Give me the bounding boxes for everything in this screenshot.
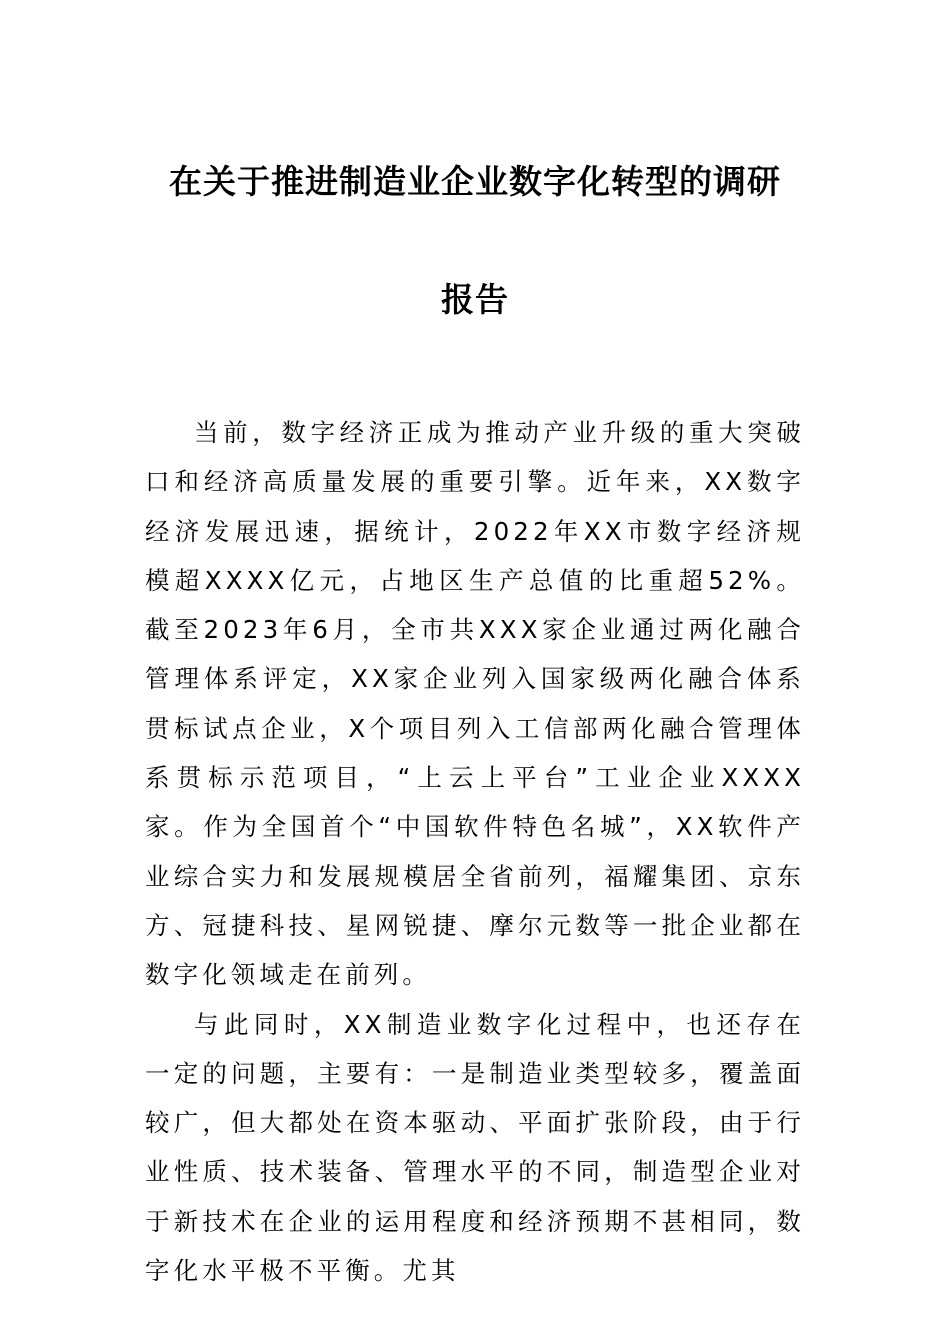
document-body	[145, 408, 805, 1295]
document-title-line-1: 在关于推进制造业企业数字化转型的调研	[169, 162, 781, 201]
body-paragraph-1: 当前，数字经济正成为推动产业升级的重大突破口和经济高质量发展的重要引擎。近年来，XX数字经济发展迅速，据统计，2022年XX市数字经济规模超XXXX亿元，占地区生产总值的比重超52%。截至2023年6月，全市共XXX家企业通过两化融合管理体系评定，XX家企业列入国家级两化融合体系贯标试点企业，X个项目列入工信部两化融合管理体系贯标示范项目，“上云上平台”工业企业XXXX家。作为全国首个“中国软件特色名城”，XX软件产业综合实力和发展规模居全省前列，福耀集团、京东方、冠捷科技、星网锐捷、摩尔元数等一批企业都在数字化领域走在前列。	[145, 418, 805, 990]
document-title-line-2: 报告	[441, 280, 509, 319]
body-paragraph-2: 与此同时，XX制造业数字化过程中，也还存在一定的问题，主要有：一是制造业类型较多，覆盖面较广，但大都处在资本驱动、平面扩张阶段，由于行业性质、技术装备、管理水平的不同，制造型企业对于新技术在企业的运用程度和经济预期不甚相同，数字化水平极不平衡。尤其	[145, 1009, 805, 1286]
